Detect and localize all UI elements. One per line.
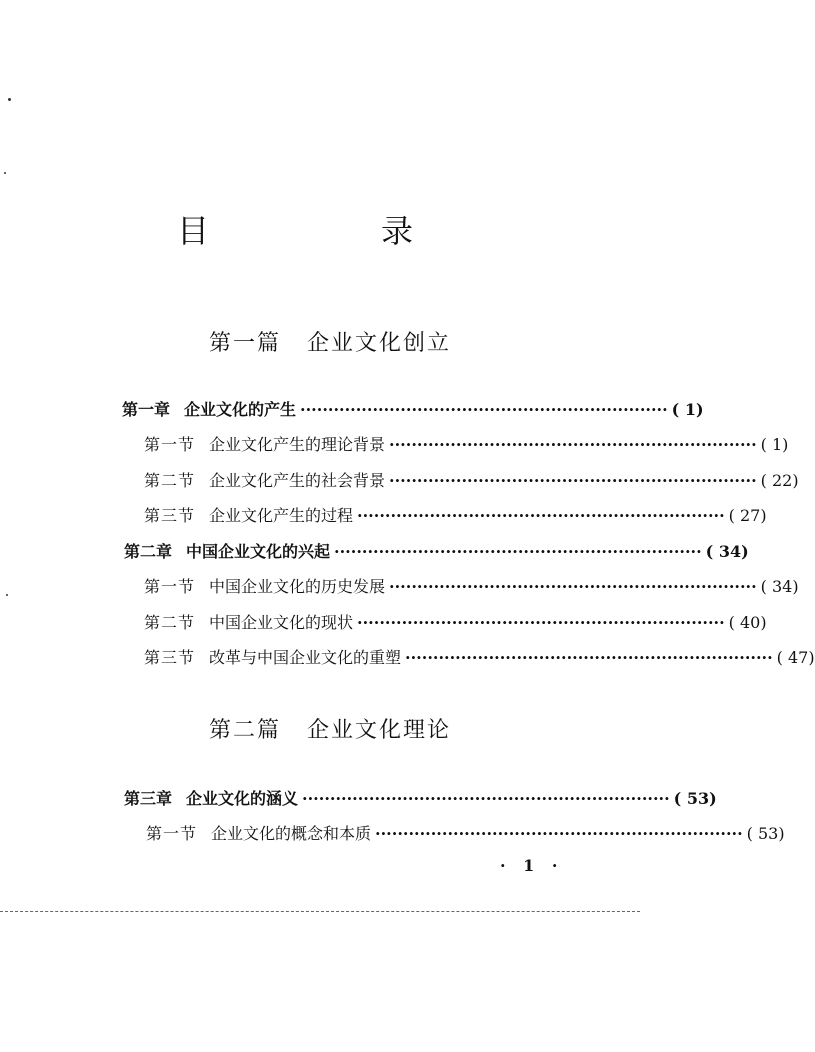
chapter-number: 第一章 [122,400,171,419]
page-title: 目 录 [176,212,483,250]
part-name: 企业文化创立 [307,331,452,356]
section-number: 第一节 [144,577,196,596]
section-number: 第三节 [144,506,196,525]
page-number: ( 27) [728,506,767,525]
page-number: ( 53) [746,824,785,843]
toc-section [144,469,799,493]
toc-section [144,646,815,670]
dot-leader: ·································································· [357,613,725,632]
dot-leader: ·································································· [405,648,773,667]
dot-leader: ·································································· [389,471,757,490]
scan-speck [8,98,11,101]
part-label: 第二篇 [208,718,281,743]
toc-section [144,611,767,635]
scan-speck [4,172,6,174]
part-label: 第一篇 [208,331,281,356]
toc-chapter [124,787,717,811]
page-number: ( 22) [760,471,799,490]
toc-section [146,822,785,846]
chapter-title: 企业文化的产生 [184,400,297,419]
scan-edge-line [0,911,640,912]
page-folio: · 1 · [500,856,564,875]
page-number: ( 1) [671,400,704,419]
section-title: 中国企业文化的现状 [209,613,354,632]
dot-leader: ·································································· [300,400,668,419]
page-number: ( 40) [728,613,767,632]
section-title: 企业文化产生的理论背景 [209,435,386,454]
part-heading-1 [0,326,660,357]
toc-section [144,575,799,599]
section-number: 第二节 [144,613,196,632]
toc-section [144,504,767,528]
part-name: 企业文化理论 [307,718,452,743]
section-number: 第三节 [144,648,196,667]
chapter-number: 第二章 [124,542,173,561]
page-number: ( 34) [760,577,799,596]
dot-leader: ·································································· [389,577,757,596]
dot-leader: ·································································· [302,789,670,808]
dot-leader: ·································································· [357,506,725,525]
dot-leader: ·································································· [334,542,702,561]
dot-leader: ·································································· [375,824,743,843]
scan-speck [6,594,8,596]
section-title: 中国企业文化的历史发展 [209,577,386,596]
chapter-title: 中国企业文化的兴起 [186,542,331,561]
chapter-number: 第三章 [124,789,173,808]
toc-section [144,433,789,457]
page-number: ( 53) [673,789,717,808]
section-title: 企业文化的概念和本质 [211,824,372,843]
section-number: 第一节 [146,824,198,843]
page-number: ( 47) [776,648,815,667]
chapter-title: 企业文化的涵义 [186,789,299,808]
section-number: 第二节 [144,471,196,490]
section-title: 改革与中国企业文化的重塑 [209,648,402,667]
toc-chapter [122,398,704,422]
section-title: 企业文化产生的社会背景 [209,471,386,490]
page-number: ( 1) [760,435,789,454]
page-number: ( 34) [705,542,749,561]
section-title: 企业文化产生的过程 [209,506,354,525]
dot-leader: ·································································· [389,435,757,454]
section-number: 第一节 [144,435,196,454]
part-heading-2 [0,713,660,744]
toc-chapter [124,540,749,564]
